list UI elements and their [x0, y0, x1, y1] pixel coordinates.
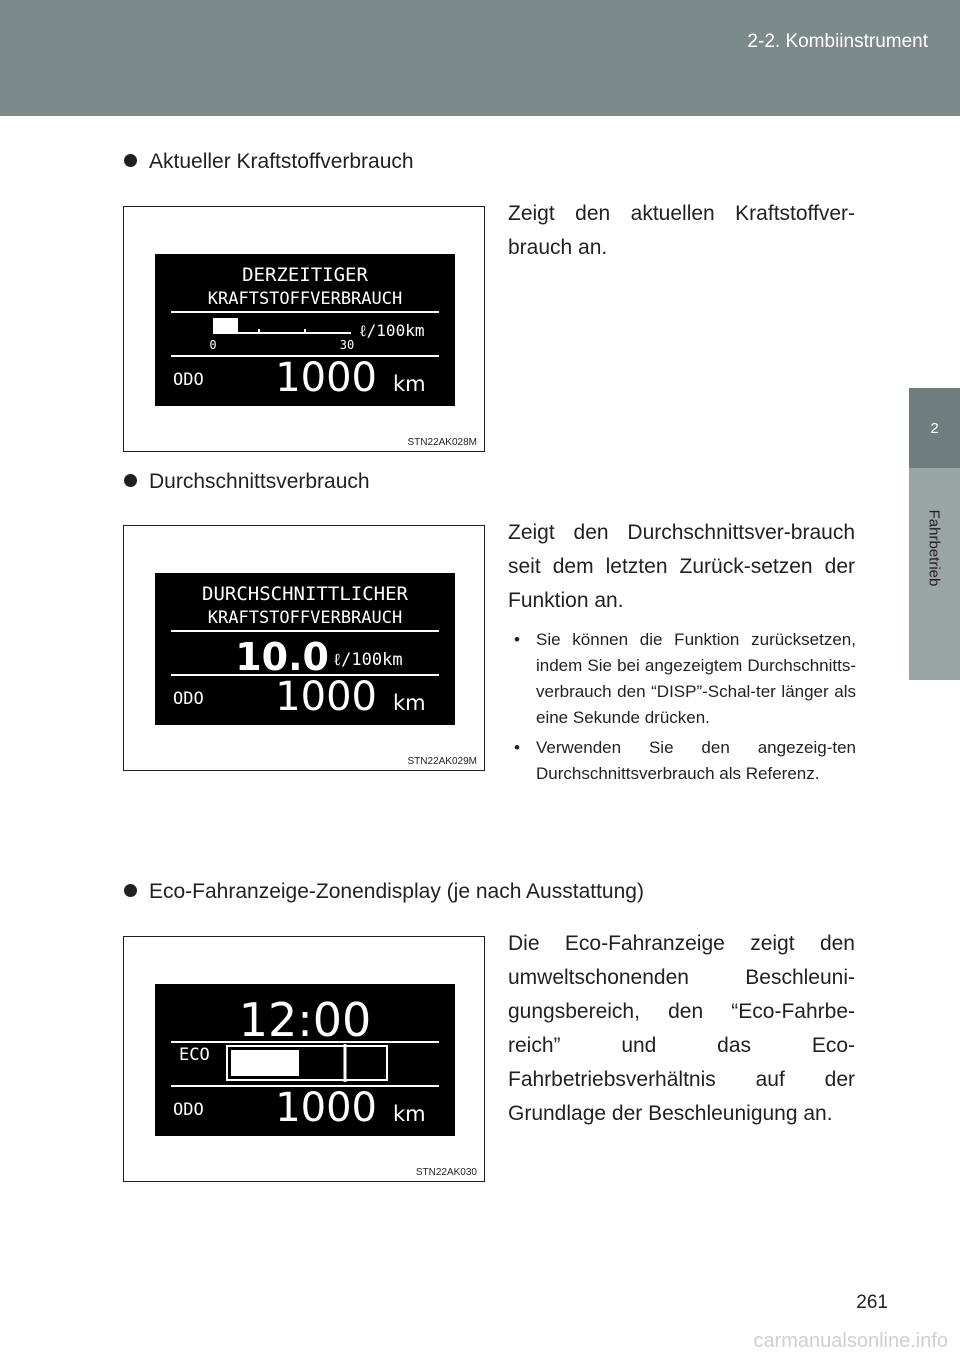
odo-value: 1000 — [275, 355, 377, 401]
figure-code: STN22AK029M — [407, 756, 477, 767]
text-current-consumption: Zeigt den aktuellen Kraftstoffver-brauch an. — [508, 202, 855, 259]
notes-list — [536, 627, 856, 791]
odo-value: 1000 — [275, 674, 377, 720]
bullet-icon — [124, 884, 137, 897]
odo-unit: km — [393, 1102, 426, 1126]
text-eco-zone: Die Eco-Fahranzeige zeigt den umweltschonenden Beschleuni-gungsbereich, den “Eco-Fahrbe-reich” und das Eco-Fahrbetriebsverhältnis auf der Grundlage der Beschleunigung an. — [508, 932, 855, 1125]
display-line1: DURCHSCHNITTLICHER — [202, 583, 408, 605]
odo-label: ODO — [173, 689, 204, 709]
figure-eco-zone — [123, 936, 485, 1182]
header-band — [0, 0, 960, 116]
gauge-min: 0 — [209, 338, 217, 352]
watermark: carmanualsonline.info — [753, 1330, 948, 1352]
average-value: 10.0 — [235, 635, 329, 679]
odo-unit: km — [393, 372, 426, 396]
heading-text: Durchschnittsverbrauch — [149, 470, 370, 493]
text-average-consumption: Zeigt den Durchschnittsver-brauch seit dem letzten Zurück-setzen der Funktion an. — [508, 521, 855, 612]
heading-eco-zone — [124, 880, 644, 904]
average-unit: ℓ/100km — [333, 650, 403, 670]
display-graphic — [155, 984, 455, 1136]
display-screen — [155, 984, 455, 1136]
chapter-label: Fahrbetrieb — [925, 509, 943, 587]
display-line2: KRAFTSTOFFVERBRAUCH — [207, 289, 403, 309]
odo-label: ODO — [173, 1100, 204, 1120]
gauge-unit: ℓ/100km — [359, 321, 425, 340]
display-line1: DERZEITIGER — [242, 264, 368, 286]
heading-text: Eco-Fahranzeige-Zonendisplay (je nach Ausstattung) — [149, 880, 644, 903]
odo-unit: km — [393, 691, 426, 715]
clock-display: 12:00 — [238, 993, 372, 1047]
chapter-tab — [909, 388, 960, 468]
page-number: 261 — [856, 1292, 888, 1313]
section-title: 2-2. Kombiinstrument — [747, 31, 928, 52]
display-line2: KRAFTSTOFFVERBRAUCH — [207, 608, 403, 628]
gauge-fill — [213, 318, 238, 332]
eco-label: ECO — [179, 1045, 210, 1065]
figure-code: STN22AK030 — [415, 1167, 477, 1178]
heading-average-consumption — [124, 470, 370, 494]
bullet-icon — [124, 154, 137, 167]
note-item: • Verwenden Sie den angezeig-ten Durchschnittsverbrauch als Referenz. — [536, 735, 856, 787]
gauge-max: 30 — [339, 338, 355, 352]
note-item: • Sie können die Funktion zurücksetzen, indem Sie bei angezeigtem Durchschnitts-verbrauch den “DISP”-Schal-ter länger als eine Sekunde drücken. — [536, 627, 856, 731]
odo-value: 1000 — [275, 1085, 377, 1131]
display-graphic — [155, 573, 455, 725]
eco-zone-fill — [231, 1050, 299, 1076]
figure-average-consumption — [123, 525, 485, 771]
figure-current-consumption — [123, 206, 485, 452]
heading-current-consumption — [124, 150, 414, 174]
display-screen — [155, 573, 455, 725]
display-screen — [155, 254, 455, 406]
figure-code: STN22AK028M — [407, 437, 477, 448]
bullet-icon — [124, 474, 137, 487]
heading-text: Aktueller Kraftstoffverbrauch — [149, 150, 414, 173]
display-graphic — [155, 254, 455, 406]
odo-label: ODO — [173, 370, 204, 390]
chapter-number: 2 — [930, 419, 939, 437]
